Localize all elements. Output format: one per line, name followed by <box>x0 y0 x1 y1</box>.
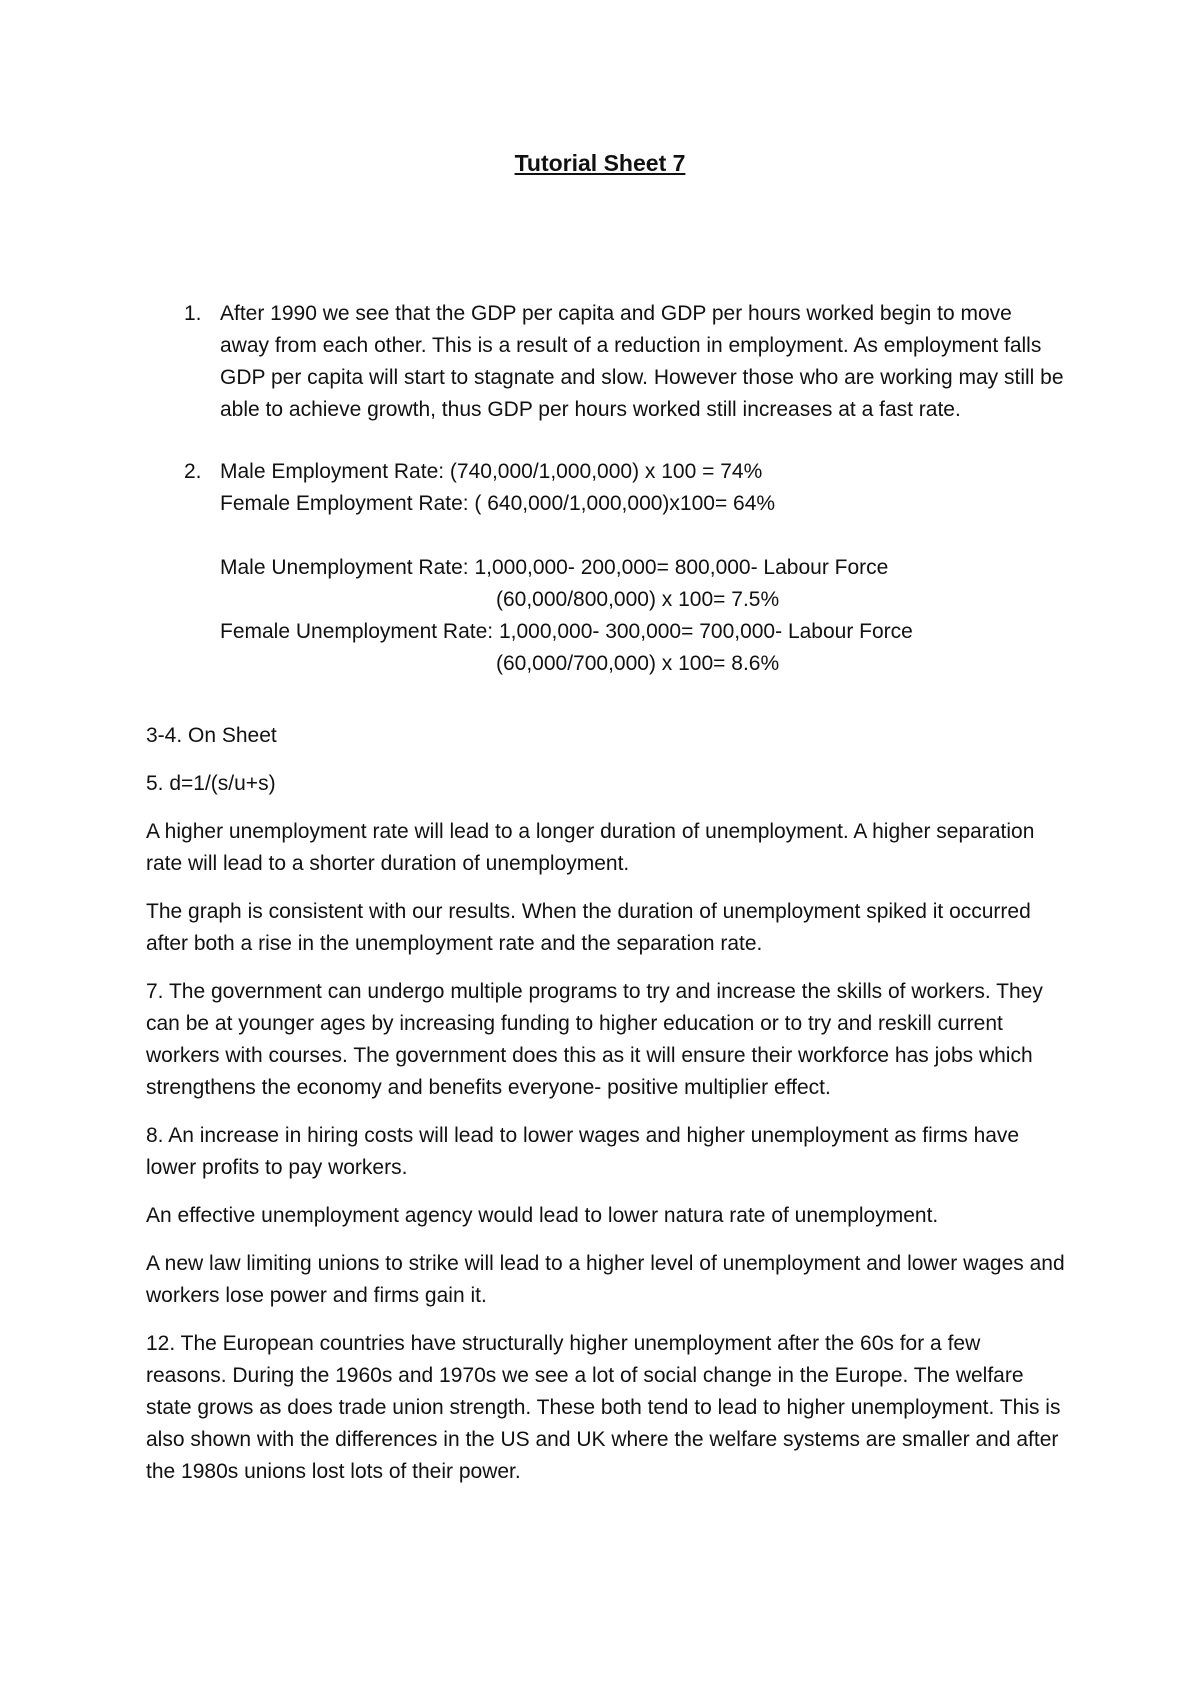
answer-5-para-2: The graph is consistent with our results. When the duration of unemployment spiked it occurred after both a rise in the unemployment rate and the separation rate. <box>146 900 1031 955</box>
page-title: Tutorial Sheet 7 <box>514 150 686 176</box>
answer-8-para-2: An effective unemployment agency would lead to lower natura rate of unemployment. <box>146 1204 939 1227</box>
document-body <box>146 298 1066 1504</box>
answer-12: 12. The European countries have structurally higher unemployment after the 60s for a few reasons. During the 1960s and 1970s we see a lot of social change in the Europe. The welfare state grows as does trade union strength. These both tend to lead to higher unemployment. This is also shown with the differences in the US and UK where the welfare systems are smaller and after the 1980s unions lost lots of their power. <box>146 1332 1061 1483</box>
male-employment-rate: Male Employment Rate: (740,000/1,000,000) x 100 = 74% <box>220 460 763 483</box>
female-unemployment-rate: Female Unemployment Rate: 1,000,000- 300,000= 700,000- Labour Force <box>220 620 913 643</box>
female-employment-rate: Female Employment Rate: ( 640,000/1,000,000)x100= 64% <box>220 492 776 515</box>
answer-5-para-1: A higher unemployment rate will lead to a longer duration of unemployment. A higher separation rate will lead to a shorter duration of unemployment. <box>146 820 1035 875</box>
answer-1-number: 1. <box>184 302 202 325</box>
answer-1 <box>146 298 1066 426</box>
female-unemployment-calc: (60,000/700,000) x 100= 8.6% <box>496 652 780 675</box>
answer-2-number: 2. <box>184 460 202 483</box>
answer-1-text: After 1990 we see that the GDP per capita and GDP per hours worked begin to move away from each other. This is a result of a reduction in employment. As employment falls GDP per capita will start to stagnate and slow. However those who are working may still be able to achieve growth, thus GDP per hours worked still increases at a fast rate. <box>220 302 1064 421</box>
answer-5-formula: 5. d=1/(s/u+s) <box>146 772 276 795</box>
answer-8-para-3: A new law limiting unions to strike will lead to a higher level of unemployment and lower wages and workers lose power and firms gain it. <box>146 1252 1065 1307</box>
answer-3-4: 3-4. On Sheet <box>146 724 277 747</box>
answer-8-para-1: 8. An increase in hiring costs will lead to lower wages and higher unemployment as firms have lower profits to pay workers. <box>146 1124 1020 1179</box>
answer-7: 7. The government can undergo multiple programs to try and increase the skills of workers. They can be at younger ages by increasing funding to higher education or to try and reskill current workers with courses. The government does this as it will ensure their workforce has jobs which strengthens the economy and benefits everyone- positive multiplier effect. <box>146 980 1043 1099</box>
male-unemployment-calc: (60,000/800,000) x 100= 7.5% <box>496 588 780 611</box>
male-unemployment-rate: Male Unemployment Rate: 1,000,000- 200,000= 800,000- Labour Force <box>220 556 889 579</box>
answer-2 <box>146 456 1066 680</box>
